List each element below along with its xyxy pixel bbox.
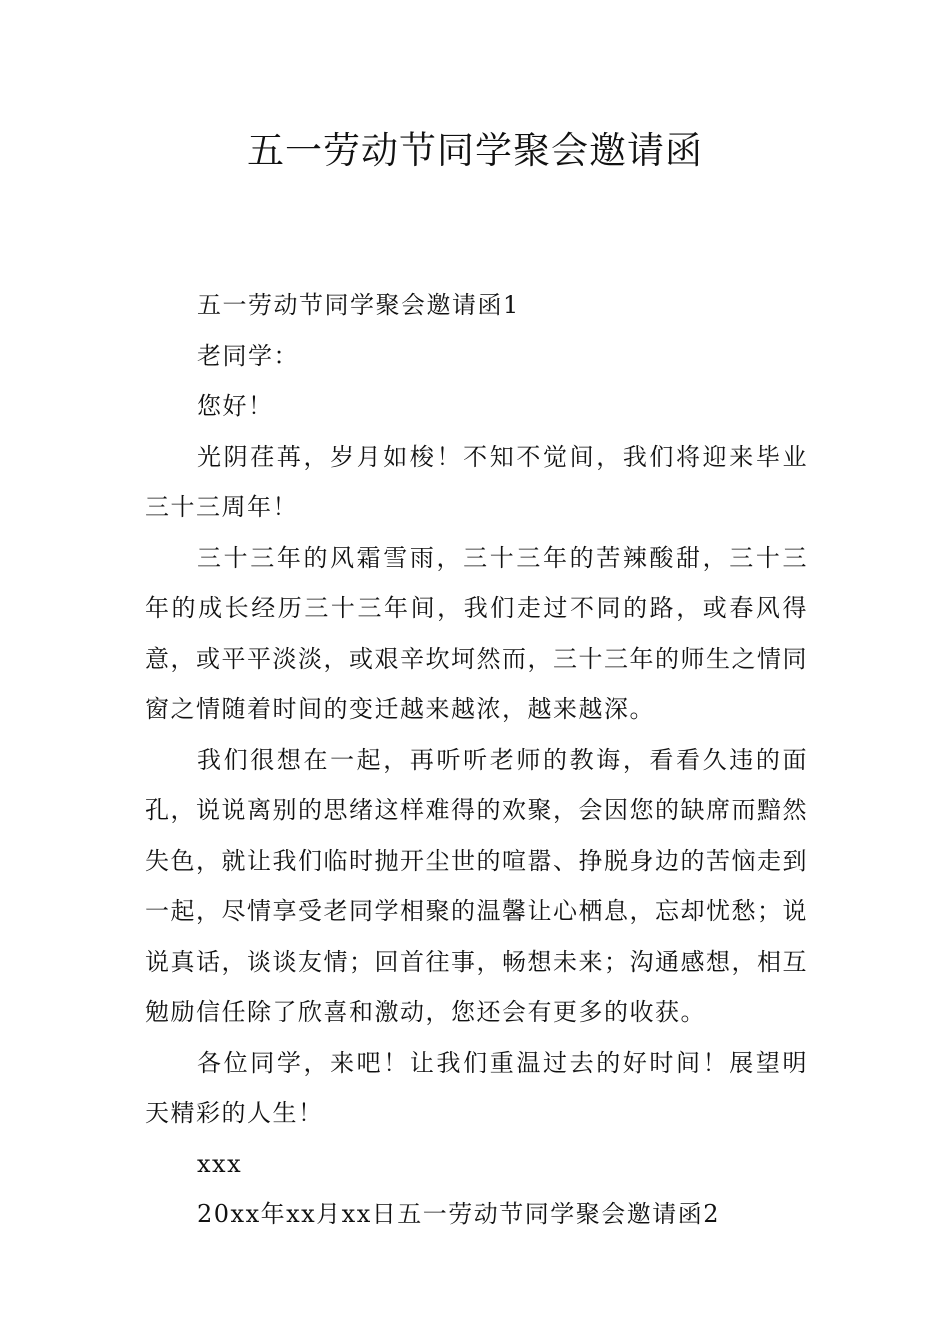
- document-body: [145, 280, 808, 1240]
- letter-signature: xxx: [197, 1149, 243, 1178]
- document-title: 五一劳动节同学聚会邀请函: [247, 129, 703, 172]
- paragraph-3: 我们很想在一起，再听听老师的教诲，看看久违的面孔，说说离别的思绪这样难得的欢聚，会因您的缺席而黯然失色，就让我们临时抛开尘世的喧嚣、挣脱身边的苦恼走到一起，尽情享受老同学相聚的温馨让心栖息，忘却忧愁；说说真话，谈谈友情；回首往事，畅想未来；沟通感想，相互勉励信任除了欣喜和激动，您还会有更多的收获。: [145, 745, 808, 1026]
- letter-salutation: 老同学：: [197, 341, 299, 370]
- letter-subtitle: 五一劳动节同学聚会邀请函1: [197, 291, 520, 319]
- paragraph-2: 三十三年的风霜雪雨，三十三年的苦辣酸甜，三十三年的成长经历三十三年间，我们走过不同的路，或春风得意，或平平淡淡，或艰辛坎坷然而，三十三年的师生之情同窗之情随着时间的变迁越来越浓，越来越深。: [145, 543, 808, 723]
- paragraph-4: 各位同学，来吧！让我们重温过去的好时间！展望明天精彩的人生！: [145, 1048, 808, 1127]
- letter-closing-line: 20xx年xx月xx日五一劳动节同学聚会邀请函2: [197, 1200, 721, 1228]
- letter-greeting: 您好！: [197, 392, 274, 420]
- paragraph-1: 光阴荏苒，岁月如梭！不知不觉间，我们将迎来毕业三十三周年！: [145, 442, 808, 521]
